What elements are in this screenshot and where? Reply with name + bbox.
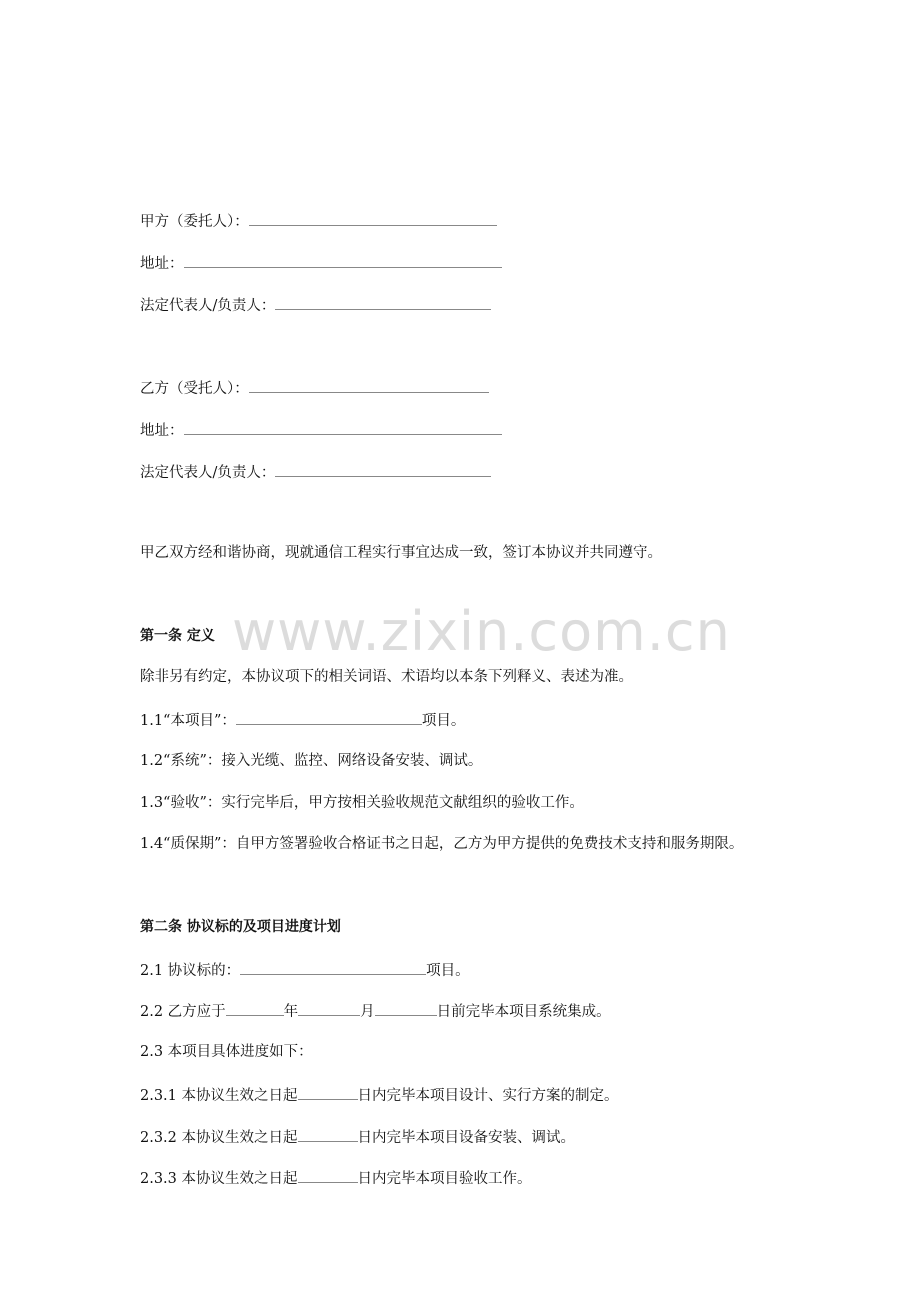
clause-2-2-prefix: 2.2 乙方应于 — [140, 1004, 226, 1020]
clause-2-2-year-label: 年 — [283, 1004, 299, 1020]
party-b-rep-field — [275, 461, 491, 477]
party-b-rep-label: 法定代表人/负责人： — [140, 465, 276, 481]
clause-2-2-month-label: 月 — [360, 1004, 375, 1020]
clause-2-3-1-prefix: 2.3.1 本协议生效之日起 — [140, 1088, 298, 1104]
party-a-rep-line — [140, 294, 491, 316]
party-b-name-field — [249, 377, 489, 393]
clause-2-3-1-field — [298, 1084, 358, 1100]
party-a-rep-field — [275, 294, 491, 310]
clause-2-3-3-suffix: 日内完毕本项目验收工作。 — [357, 1171, 532, 1187]
definition-1-1-prefix: 1.1“本项目”： — [140, 713, 236, 729]
party-b-address-line — [140, 419, 502, 441]
party-b-rep-line — [140, 461, 491, 483]
clause-2-3-3 — [140, 1167, 532, 1189]
definition-1-1-suffix: 项目。 — [421, 713, 466, 729]
party-b-name-label: 乙方（受托人）： — [140, 381, 249, 397]
definition-1-1 — [140, 709, 465, 731]
clause-2-1-prefix: 2.1 协议标的： — [140, 963, 241, 979]
clause-2-3-2-field — [298, 1126, 358, 1142]
party-a-address-line — [140, 252, 502, 274]
party-a-address-field — [184, 252, 502, 268]
party-a-address-label: 地址： — [140, 256, 184, 272]
clause-2-2 — [140, 1000, 611, 1022]
clause-2-1 — [140, 959, 470, 981]
clause-2-3-1-suffix: 日内完毕本项目设计、实行方案的制定。 — [357, 1088, 619, 1104]
party-a-rep-label: 法定代表人/负责人： — [140, 298, 276, 314]
party-a-name-label: 甲方（委托人）： — [140, 214, 249, 230]
clause-2-3-3-prefix: 2.3.3 本协议生效之日起 — [140, 1171, 298, 1187]
definition-1-4: 1.4“质保期”：自甲方签署验收合格证书之日起，乙方为甲方提供的免费技术支持和服务期限。 — [140, 836, 744, 852]
clause-2-3-2 — [140, 1126, 575, 1148]
intro-paragraph: 甲乙双方经和谐协商，现就通信工程实行事宜达成一致，签订本协议并共同遵守。 — [140, 545, 662, 561]
definition-1-2: 1.2“系统”：接入光缆、监控、网络设备安装、调试。 — [140, 753, 483, 769]
party-a-name-field — [249, 210, 497, 226]
article-1-title: 第一条 定义 — [140, 628, 215, 644]
party-b-address-field — [184, 419, 502, 435]
clause-2-2-suffix: 日前完毕本项目系统集成。 — [436, 1004, 611, 1020]
clause-2-3-1 — [140, 1084, 619, 1106]
definition-1-3: 1.3“验收”：实行完毕后，甲方按相关验收规范文献组织的验收工作。 — [140, 795, 584, 811]
definition-1-1-field — [236, 709, 422, 725]
clause-2-2-year-field — [226, 1000, 284, 1016]
clause-2-2-day-field — [375, 1000, 437, 1016]
party-a-name-line — [140, 210, 497, 232]
article-2-title: 第二条 协议标的及项目进度计划 — [140, 919, 341, 935]
clause-2-3-2-suffix: 日内完毕本项目设备安装、调试。 — [357, 1130, 576, 1146]
party-b-address-label: 地址： — [140, 423, 184, 439]
watermark: www.zixin.com.cn — [232, 600, 731, 663]
article-1-lead: 除非另有约定，本协议项下的相关词语、术语均以本条下列释义、表述为准。 — [140, 669, 633, 685]
clause-2-3-3-field — [298, 1167, 358, 1183]
clause-2-3: 2.3 本项目具体进度如下： — [140, 1044, 313, 1060]
clause-2-1-field — [240, 959, 426, 975]
clause-2-2-month-field — [298, 1000, 360, 1016]
clause-2-1-suffix: 项目。 — [426, 963, 470, 979]
party-b-name-line — [140, 377, 489, 399]
clause-2-3-2-prefix: 2.3.2 本协议生效之日起 — [140, 1130, 298, 1146]
